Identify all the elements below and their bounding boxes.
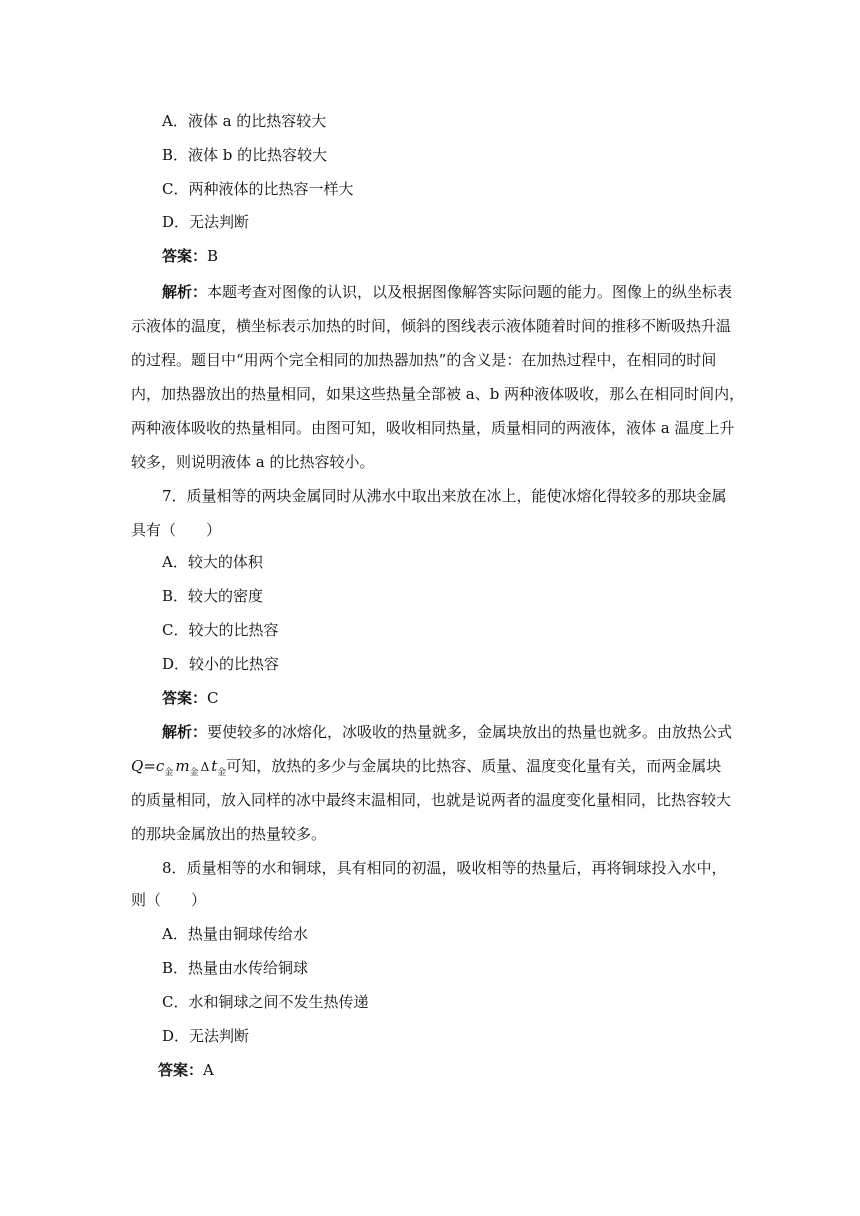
q6-analysis-line-6: 较多，则说明液体 a 的比热容较小。 (131, 453, 375, 471)
q7-option-a: A．较大的体积 (162, 553, 263, 571)
q8-answer (158, 1060, 214, 1080)
q6-option-d: D．无法判断 (162, 213, 250, 231)
q6-answer (162, 246, 218, 266)
q7-stem-line-2: 具有（ ） (131, 521, 222, 539)
q6-analysis-line-3: 的过程。题目中“用两个完全相同的加热器加热”的含义是：在加热过程中，在相同的时间 (131, 351, 717, 369)
q7-option-b: B．较大的密度 (162, 587, 264, 605)
q8-option-c: C．水和铜球之间不发生热传递 (162, 993, 369, 1011)
q7-answer (162, 688, 219, 708)
q6-analysis-text-1: 本题考查对图像的认识，以及根据图像解答实际问题的能力。图像上的纵坐标表 (207, 283, 733, 301)
q7-analysis-text-2: 可知，放热的多少与金属块的比热容、质量、温度变化量有关，而两金属块 (226, 757, 722, 775)
q6-option-c: C．两种液体的比热容一样大 (162, 180, 354, 198)
q6-answer-label: 答案： (162, 247, 208, 265)
formula-m: m (175, 757, 190, 775)
q8-answer-label: 答案： (158, 1061, 204, 1079)
q8-option-b: B．热量由水传给铜球 (162, 959, 309, 977)
q6-option-b: B．液体 b 的比热容较大 (162, 146, 328, 164)
q8-answer-value: A (203, 1061, 214, 1079)
q7-analysis-line-1 (162, 722, 732, 742)
formula-q: Q (131, 757, 144, 775)
q8-option-a: A．热量由铜球传给水 (162, 925, 308, 943)
formula-eq: = (143, 757, 156, 775)
formula-sub-1: 金 (164, 768, 174, 778)
formula-delta: Δ (200, 760, 210, 774)
q6-analysis-line-2: 示液体的温度，横坐标表示加热的时间，倾斜的图线表示液体随着时间的推移不断吸热升温 (131, 317, 732, 335)
q8-stem-line-2: 则（ ） (131, 891, 207, 909)
q7-analysis-line-2 (131, 756, 721, 779)
q7-analysis-label: 解析： (162, 723, 208, 741)
q6-analysis-label: 解析： (162, 283, 208, 301)
q7-answer-value: C (207, 689, 219, 707)
formula-t: t (211, 757, 218, 775)
q7-analysis-line-3: 的质量相同，放入同样的冰中最终末温相同，也就是说两者的温度变化量相同，比热容较大 (131, 791, 732, 809)
q8-option-d: D．无法判断 (162, 1027, 250, 1045)
q7-stem-line-1: 7．质量相等的两块金属同时从沸水中取出来放在冰上，能使冰熔化得较多的那块金属 (162, 487, 727, 505)
q7-option-d: D．较小的比热容 (162, 655, 280, 673)
q6-analysis-line-1 (162, 282, 732, 302)
q7-analysis-line-4: 的那块金属放出的热量较多。 (131, 825, 327, 843)
q6-analysis-line-5: 两种液体吸收的热量相同。由图可知，吸收相同热量，质量相同的两液体，液体 a 温度上升 (131, 419, 735, 437)
q8-stem-line-1: 8．质量相等的水和铜球，具有相同的初温，吸收相等的热量后，再将铜球投入水中， (162, 859, 727, 877)
formula-sub-3: 金 (217, 768, 227, 778)
q6-answer-value: B (207, 247, 219, 265)
formula-c: c (155, 757, 165, 775)
q7-analysis-text-1: 要使较多的冰熔化，冰吸收的热量就多，金属块放出的热量也就多。由放热公式 (207, 723, 733, 741)
formula-sub-2: 金 (189, 768, 199, 778)
q6-option-a: A．液体 a 的比热容较大 (162, 112, 327, 130)
q7-option-c: C．较大的比热容 (162, 621, 279, 639)
q7-answer-label: 答案： (162, 689, 208, 707)
q6-analysis-line-4: 内，加热器放出的热量相同，如果这些热量全部被 a、b 两种液体吸收，那么在相同时间内， (131, 385, 745, 403)
